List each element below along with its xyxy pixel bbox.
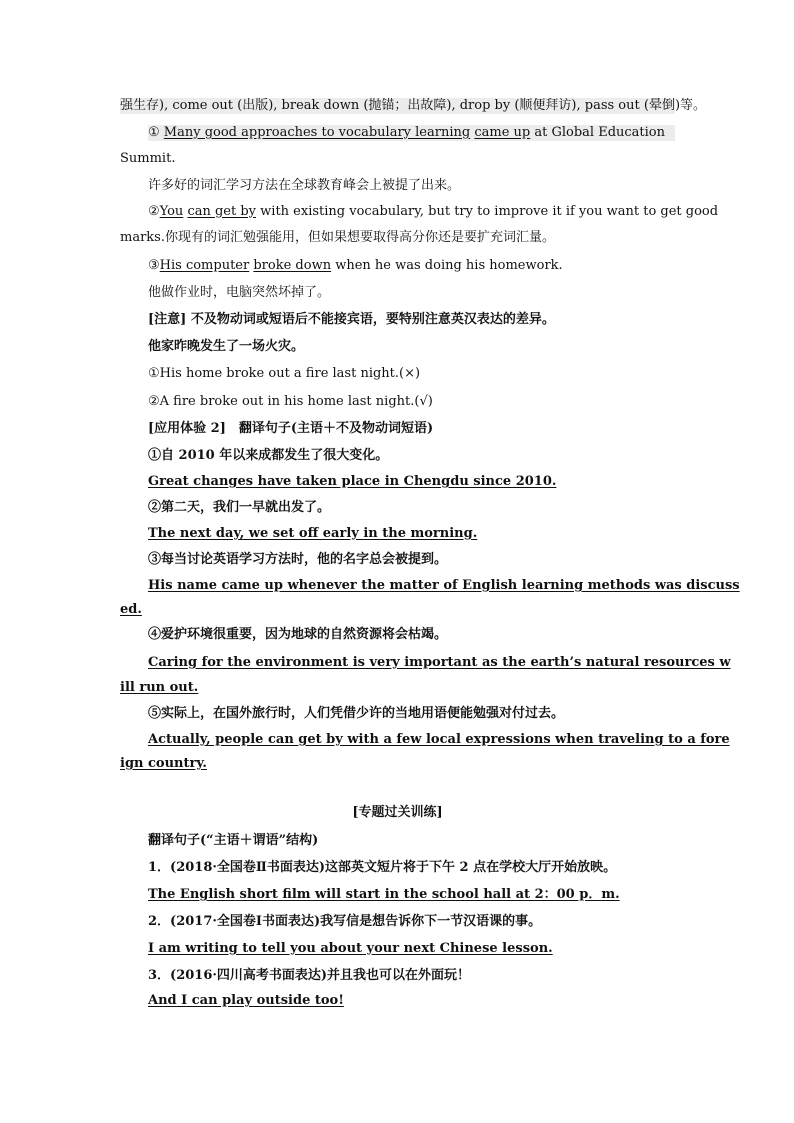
example-rest: when he was doing his homework. [335,258,563,273]
practice-item-3-chinese: ③每当讨论英语学习方法时，他的名字总会被提到。 [148,552,448,567]
top-line: 强生存), come out (出版), break down (抛锚；出故障), drop by (顺便拜访), pass out (晕倒)等。 [120,98,707,113]
practice-item-2-chinese: ②第二天，我们一早就出发了。 [148,500,331,515]
note-text: 不及物动词或短语后不能接宾语，要特别注意英汉表达的差异。 [190,312,555,327]
example-3 [148,258,563,274]
practice-item-4-answer-cont: ill run out. [120,680,199,695]
exercise-2-answer: I am writing to tell you about your next Chinese lesson. [148,941,553,956]
practice-item-4-answer: Caring for the environment is very important as the earth’s natural resources w [148,655,731,670]
exercise-3-answer: And I can play outside too! [148,993,344,1008]
example-rest: at Global Education [534,125,666,140]
exercise-2-chinese: 2．(2017·全国卷Ⅰ书面表达)我写信是想告诉你下一节汉语课的事。 [148,914,542,929]
practice-item-2-answer: The next day, we set off early in the morning. [148,526,478,541]
note-chinese: 他家昨晚发生了一场火灾。 [148,339,305,354]
example-subject: Many good approaches to vocabulary learning [163,125,471,140]
example-2 [148,204,718,220]
note-line [148,312,555,328]
section-subtitle: 翻译句子(“主语＋谓语”结构) [148,833,319,848]
example-subject: His computer [159,258,250,273]
example-verb: came up [474,125,531,140]
exercise-1-chinese: 1．(2018·全国卷Ⅱ书面表达)这部英文短片将于下午 2 点在学校大厅开始放映。 [148,860,617,875]
practice-item-4-chinese: ④爱护环境很重要，因为地球的自然资源将会枯竭。 [148,627,448,642]
practice-item-3-answer: His name came up whenever the matter of English learning methods was discuss [148,578,740,593]
section-title: [专题过关训练] [352,805,443,820]
practice-item-5-answer: Actually, people can get by with a few local expressions when traveling to a fore [148,732,730,747]
practice-item-5-chinese: ⑤实际上，在国外旅行时，人们凭借少许的当地用语便能勉强对付过去。 [148,706,565,721]
example-1-cont: Summit. [120,151,176,166]
exercise-3-chinese: 3．(2016·四川高考书面表达)并且我也可以在外面玩！ [148,968,471,983]
example-1-translation: 许多好的词汇学习方法在全球教育峰会上被提了出来。 [148,178,461,193]
example-marker: ② [148,204,160,219]
note-wrong-example: ①His home broke out a fire last night.(×) [148,366,421,381]
note-right-example: ②A fire broke out in his home last night.(√) [148,394,433,409]
example-1 [148,125,675,141]
note-label: [注意] [148,312,187,327]
example-3-translation: 他做作业时，电脑突然坏掉了。 [148,285,331,300]
practice-item-3-answer-cont: ed. [120,602,142,617]
example-2-cont: marks.你现有的词汇勉强能用，但如果想要取得高分你还是要扩充词汇量。 [120,230,555,245]
example-verb: can get by [187,204,257,219]
example-verb: broke down [253,258,332,273]
example-marker: ③ [148,258,160,273]
practice-item-1-answer: Great changes have taken place in Chengdu since 2010. [148,474,557,489]
practice-title: [应用体验 2] 翻译句子(主语＋不及物动词短语) [148,421,434,436]
exercise-1-answer: The English short film will start in the school hall at 2：00 p．m. [148,887,620,902]
practice-item-1-chinese: ①自 2010 年以来成都发生了很大变化。 [148,448,389,463]
example-rest: with existing vocabulary, but try to improve it if you want to get good [260,204,719,219]
example-marker: ① [148,125,160,140]
practice-item-5-answer-cont: ign country. [120,756,207,771]
example-subject: You [159,204,184,219]
